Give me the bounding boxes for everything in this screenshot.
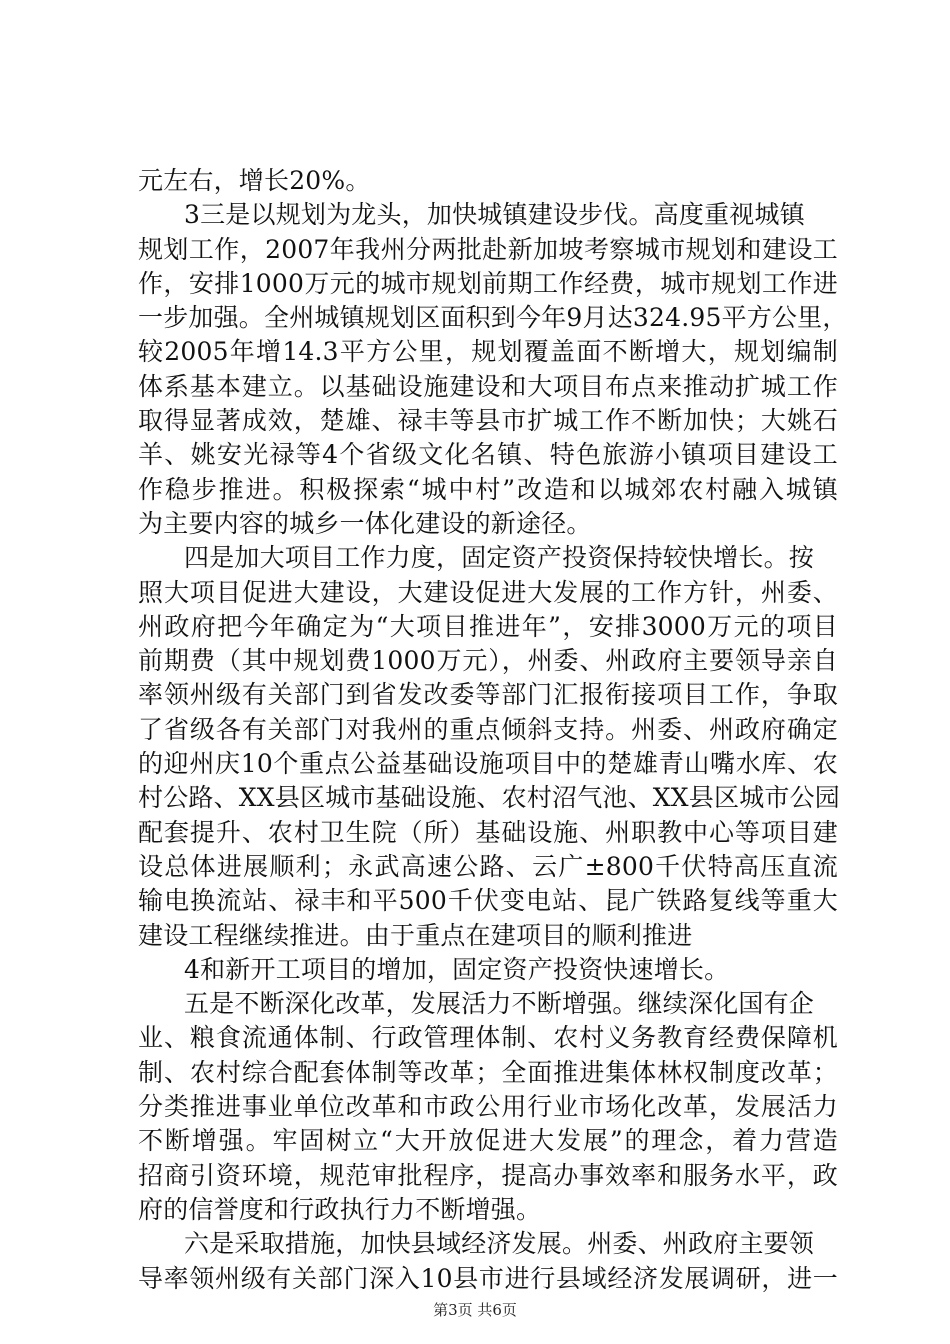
text-line: 业、粮食流通体制、行政管理体制、农村义务教育经费保障机 — [138, 1023, 838, 1053]
text-line: 建设工程继续推进。由于重点在建项目的顺利推进 — [138, 920, 693, 950]
text-line: 的迎州庆10个重点公益基础设施项目中的楚雄青山嘴水库、农 — [138, 749, 838, 779]
text-line: 率领州级有关部门到省发改委等部门汇报衔接项目工作，争取 — [138, 680, 838, 710]
text-line: 作稳步推进。积极探索“城中村”改造和以城郊农村融入城镇 — [138, 474, 838, 504]
text-line: 体系基本建立。以基础设施建设和大项目布点来推动扩城工作 — [138, 371, 838, 401]
text-line: 村公路、XX县区城市基础设施、农村沼气池、XX县区城市公园 — [138, 783, 840, 813]
text-line: 府的信誉度和行政执行力不断增强。 — [138, 1194, 542, 1224]
page-footer — [0, 1301, 950, 1319]
text-line: 配套提升、农村卫生院（所）基础设施、州职教中心等项目建 — [138, 817, 838, 847]
document-body — [138, 164, 848, 1296]
text-line: 导率领州级有关部门深入10县市进行县域经济发展调研，进一 — [138, 1263, 838, 1293]
text-line: 取得显著成效，楚雄、禄丰等县市扩城工作不断加快；大姚石 — [138, 406, 838, 436]
text-line: 前期费（其中规划费1000万元），州委、州政府主要领导亲自 — [138, 646, 838, 676]
text-line: 3三是以规划为龙头，加快城镇建设步伐。高度重视城镇 — [184, 200, 805, 230]
text-line: 分类推进事业单位改革和市政公用行业市场化改革，发展活力 — [138, 1092, 838, 1122]
text-line: 州政府把今年确定为“大项目推进年”，安排3000万元的项目 — [138, 611, 838, 641]
text-line: 4和新开工项目的增加，固定资产投资快速增长。 — [184, 954, 730, 984]
text-line: 为主要内容的城乡一体化建设的新途径。 — [138, 508, 592, 538]
text-line: 输电换流站、禄丰和平500千伏变电站、昆广铁路复线等重大 — [138, 886, 838, 916]
text-line: 作，安排1000万元的城市规划前期工作经费，城市规划工作进 — [138, 268, 838, 298]
text-line: 五是不断深化改革，发展活力不断增强。继续深化国有企 — [184, 989, 815, 1019]
text-line: 六是采取措施，加快县域经济发展。州委、州政府主要领 — [184, 1229, 815, 1259]
text-line: 照大项目促进大建设，大建设促进大发展的工作方针，州委、 — [138, 577, 838, 607]
text-line: 招商引资环境，规范审批程序，提高办事效率和服务水平，政 — [138, 1160, 838, 1190]
text-line: 元左右，增长20%。 — [138, 166, 371, 195]
text-line: 羊、姚安光禄等4个省级文化名镇、特色旅游小镇项目建设工 — [138, 440, 838, 470]
text-line: 了省级各有关部门对我州的重点倾斜支持。州委、州政府确定 — [138, 714, 838, 744]
text-line: 较2005年增14.3平方公里，规划覆盖面不断增大，规划编制 — [138, 337, 838, 367]
page-number-label: 第3页 共6页 — [433, 1301, 517, 1319]
text-line: 四是加大项目工作力度，固定资产投资保持较快增长。按 — [184, 543, 815, 573]
text-line: 设总体进展顺利；永武高速公路、云广±800千伏特高压直流 — [138, 851, 838, 881]
text-line: 制、农村综合配套体制等改革；全面推进集体林权制度改革； — [138, 1057, 838, 1087]
text-line: 规划工作，2007年我州分两批赴新加坡考察城市规划和建设工 — [138, 234, 838, 264]
text-line: 不断增强。牢固树立“大开放促进大发展”的理念，着力营造 — [138, 1126, 838, 1156]
text-line: 一步加强。全州城镇规划区面积到今年9月达324.95平方公里， — [138, 303, 848, 333]
